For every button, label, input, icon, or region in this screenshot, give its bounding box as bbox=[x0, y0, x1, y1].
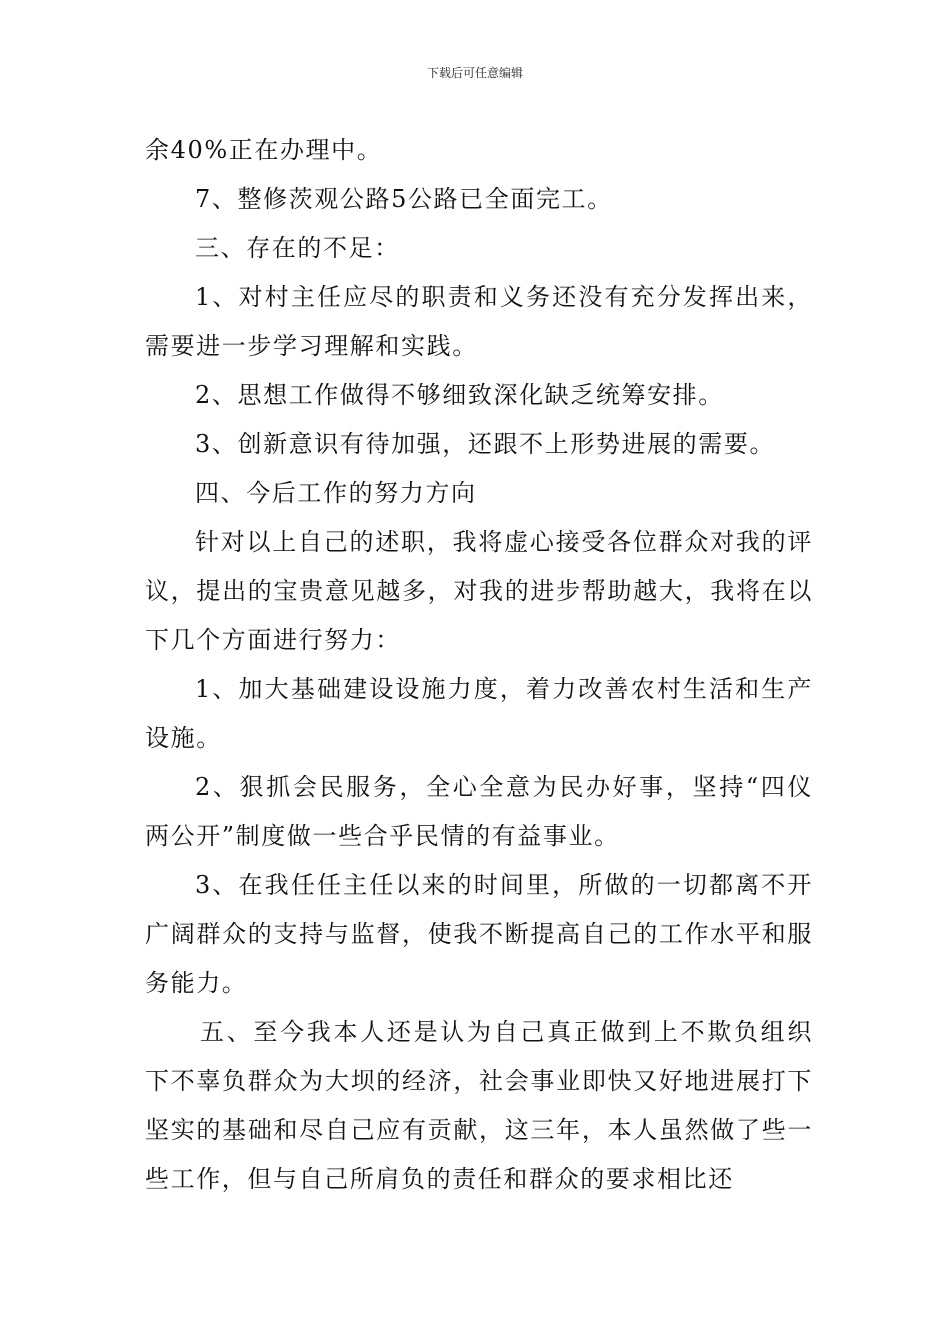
paragraph-shortcoming-1: 1、对村主任应尽的职责和义务还没有充分发挥出来，需要进一步学习理解和实践。 bbox=[145, 283, 813, 360]
section-heading-4: 四、今后工作的努力方向 bbox=[195, 479, 477, 507]
paragraph-shortcoming-3: 3、创新意识有待加强，还跟不上形势进展的需要。 bbox=[195, 430, 776, 458]
paragraph-effort-2: 2、狠抓会民服务，全心全意为民办好事，坚持“四仪两公开”制度做一些合乎民情的有益事业。 bbox=[145, 773, 813, 850]
paragraph-continuation: 余40%正在办理中。 bbox=[145, 136, 383, 164]
section-5-paragraph: 五、至今我本人还是认为自己真正做到上不欺负组织下不辜负群众为大坝的经济，社会事业即快又好地进展打下坚实的基础和尽自己应有贡献，这三年，本人虽然做了些一些工作，但与自己所肩负的责任和群众的要求相比还 bbox=[145, 1018, 813, 1193]
paragraph-intro: 针对以上自己的述职，我将虚心接受各位群众对我的评议，提出的宝贵意见越多，对我的进步帮助越大，我将在以下几个方面进行努力： bbox=[145, 528, 813, 654]
paragraph-item-7: 7、整修茨观公路5公路已全面完工。 bbox=[195, 185, 613, 213]
document-body bbox=[145, 126, 813, 1204]
paragraph-effort-1: 1、加大基础建设设施力度，着力改善农村生活和生产设施。 bbox=[145, 675, 813, 752]
page-header: 下载后可任意编辑 bbox=[426, 66, 523, 80]
section-heading-3: 三、存在的不足： bbox=[195, 234, 400, 262]
paragraph-effort-3: 3、在我任任主任以来的时间里，所做的一切都离不开广阔群众的支持与监督，使我不断提高自己的工作水平和服务能力。 bbox=[145, 871, 813, 997]
paragraph-shortcoming-2: 2、思想工作做得不够细致深化缺乏统筹安排。 bbox=[195, 381, 724, 409]
